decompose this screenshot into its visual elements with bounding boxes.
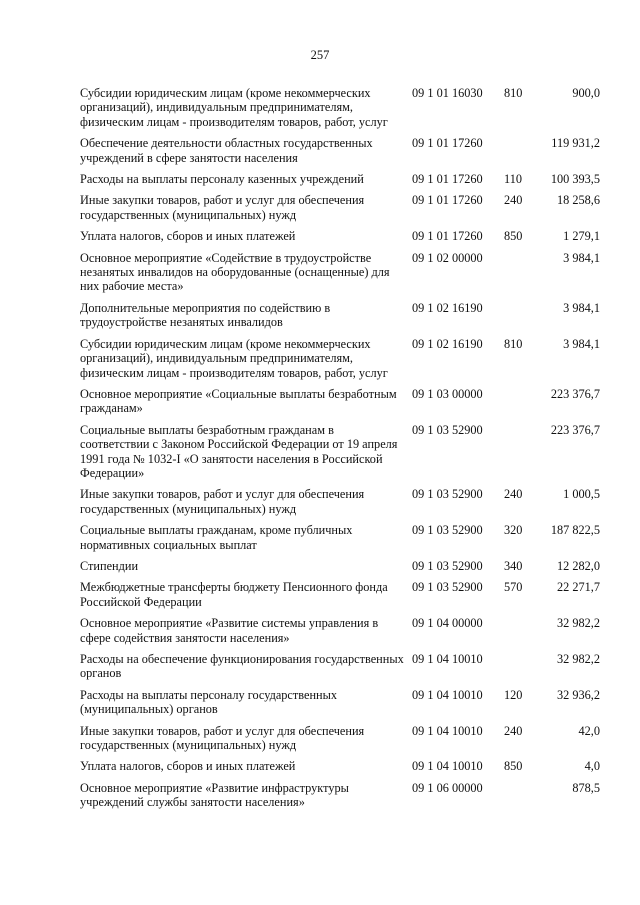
target-article-code: 09 1 01 17260 [412,172,483,187]
target-article-code: 09 1 06 00000 [412,780,483,795]
expense-type-code: 240 [504,487,523,502]
expense-type-code: 120 [504,687,523,702]
amount: 4,0 [584,759,600,774]
page-number: 257 [310,48,330,62]
expense-name: Основное мероприятие «Содействие в трудоустройстве незанятых инвалидов на оборудованные (оснащенные) для них рабочие места» [80,250,390,294]
table-row [80,688,600,724]
table-row [80,523,600,559]
table-row [80,652,600,688]
expense-type-code: 570 [504,580,523,595]
expense-name: Основное мероприятие «Развитие системы управления в сфере содействия занятости населения» [80,616,379,645]
amount: 878,5 [572,780,600,795]
target-article-code: 09 1 03 00000 [412,386,483,401]
expense-type-code: 320 [504,523,523,538]
amount: 42,0 [578,723,600,738]
table-row [80,616,600,652]
amount: 900,0 [572,86,600,100]
amount: 22 271,7 [556,580,600,595]
expense-type-code [504,301,538,337]
target-article-code: 09 1 02 16190 [412,336,483,351]
target-article-code: 09 1 04 00000 [412,616,483,631]
amount: 12 282,0 [556,558,600,573]
table-row [80,487,600,523]
expense-type-code: 240 [504,193,523,208]
expense-type-code: 850 [504,759,523,774]
target-article-code: 09 1 04 10010 [412,759,483,774]
amount: 223 376,7 [550,422,600,437]
table-row [80,193,600,229]
expense-name: Стипендии [80,558,139,573]
table-row [80,337,600,387]
target-article-code: 09 1 04 10010 [412,687,483,702]
expense-name: Иные закупки товаров, работ и услуг для обеспечения государственных (муниципальных) нужд [80,487,365,516]
expense-name: Расходы на обеспечение функционирования государственных органов [80,652,404,681]
amount: 32 982,2 [556,652,600,666]
amount: 187 822,5 [550,523,600,538]
target-article-code: 09 1 02 16190 [412,300,483,315]
target-article-code: 09 1 03 52900 [412,580,483,595]
table-row [80,301,600,337]
expense-name: Социальные выплаты гражданам, кроме публичных нормативных социальных выплат [80,523,353,552]
target-article-code: 09 1 03 52900 [412,523,483,538]
expense-type-code: 340 [504,558,523,573]
amount: 32 936,2 [556,687,600,702]
expense-type-code: 240 [504,723,523,738]
target-article-code: 09 1 01 17260 [412,229,483,244]
expense-type-code [504,387,538,423]
expense-type-code [504,251,538,301]
amount: 3 984,1 [563,250,600,265]
amount: 3 984,1 [563,336,600,351]
table-row [80,759,600,780]
expense-type-code [504,423,538,488]
expense-name: Межбюджетные трансферты бюджету Пенсионного фонда Российской Федерации [80,580,388,609]
target-article-code: 09 1 02 00000 [412,250,483,265]
table-row [80,172,600,193]
amount: 18 258,6 [556,193,600,208]
target-article-code: 09 1 04 10010 [412,723,483,738]
table-row [80,580,600,616]
expense-name: Субсидии юридическим лицам (кроме некоммерческих организаций), индивидуальным предпринимателям, физическим лицам - производителям товаров, работ, услуг [80,336,388,380]
expense-name: Дополнительные мероприятия по содействию в трудоустройстве незанятых инвалидов [80,300,331,330]
expense-name: Расходы на выплаты персоналу казенных учреждений [80,172,364,187]
expense-name: Социальные выплаты безработным гражданам в соответствии с Законом Российской Федерации от 19 апреля 1991 года № 1032-I «О занятости населения в Российской Федерации» [80,422,398,480]
amount: 3 984,1 [563,300,600,315]
amount: 119 931,2 [551,136,600,151]
target-article-code: 09 1 04 10010 [412,652,483,666]
table-row [80,86,600,136]
expense-type-code [504,781,538,817]
target-article-code: 09 1 01 17260 [412,193,483,208]
target-article-code: 09 1 03 52900 [412,422,483,437]
expense-name: Уплата налогов, сборов и иных платежей [80,229,296,244]
amount: 32 982,2 [556,616,600,631]
table-row [80,387,600,423]
amount: 1 279,1 [563,229,600,244]
amount: 100 393,5 [550,172,600,187]
expense-name: Иные закупки товаров, работ и услуг для обеспечения государственных (муниципальных) нужд [80,723,365,753]
expense-type-code [504,616,538,652]
expense-type-code: 850 [504,229,523,244]
target-article-code: 09 1 01 17260 [412,136,483,151]
expense-type-code [504,652,538,688]
target-article-code: 09 1 03 52900 [412,558,483,573]
expense-name: Основное мероприятие «Социальные выплаты безработным гражданам» [80,386,397,416]
amount: 1 000,5 [563,487,600,502]
expense-name: Иные закупки товаров, работ и услуг для обеспечения государственных (муниципальных) нужд [80,193,365,222]
expense-name: Обеспечение деятельности областных государственных учреждений в сфере занятости населения [80,136,373,165]
expense-type-code: 810 [504,336,523,351]
table-row [80,559,600,580]
table-row [80,136,600,172]
expense-name: Основное мероприятие «Развитие инфраструктуры учреждений службы занятости населения» [80,780,349,810]
expense-type-code: 810 [504,86,523,100]
amount: 223 376,7 [550,386,600,401]
table-row [80,781,600,817]
expense-name: Расходы на выплаты персоналу государственных (муниципальных) органов [80,687,338,717]
target-article-code: 09 1 01 16030 [412,86,483,100]
expense-name: Уплата налогов, сборов и иных платежей [80,759,296,774]
budget-table-body [80,86,600,817]
budget-table [80,86,600,817]
table-row [80,724,600,760]
table-row [80,229,600,250]
table-row [80,251,600,301]
table-row [80,423,600,488]
expense-type-code: 110 [504,172,522,187]
target-article-code: 09 1 03 52900 [412,487,483,502]
expense-name: Субсидии юридическим лицам (кроме некоммерческих организаций), индивидуальным предпринимателям, физическим лицам - производителям товаров, работ, услуг [80,86,388,129]
expense-type-code [504,136,538,172]
